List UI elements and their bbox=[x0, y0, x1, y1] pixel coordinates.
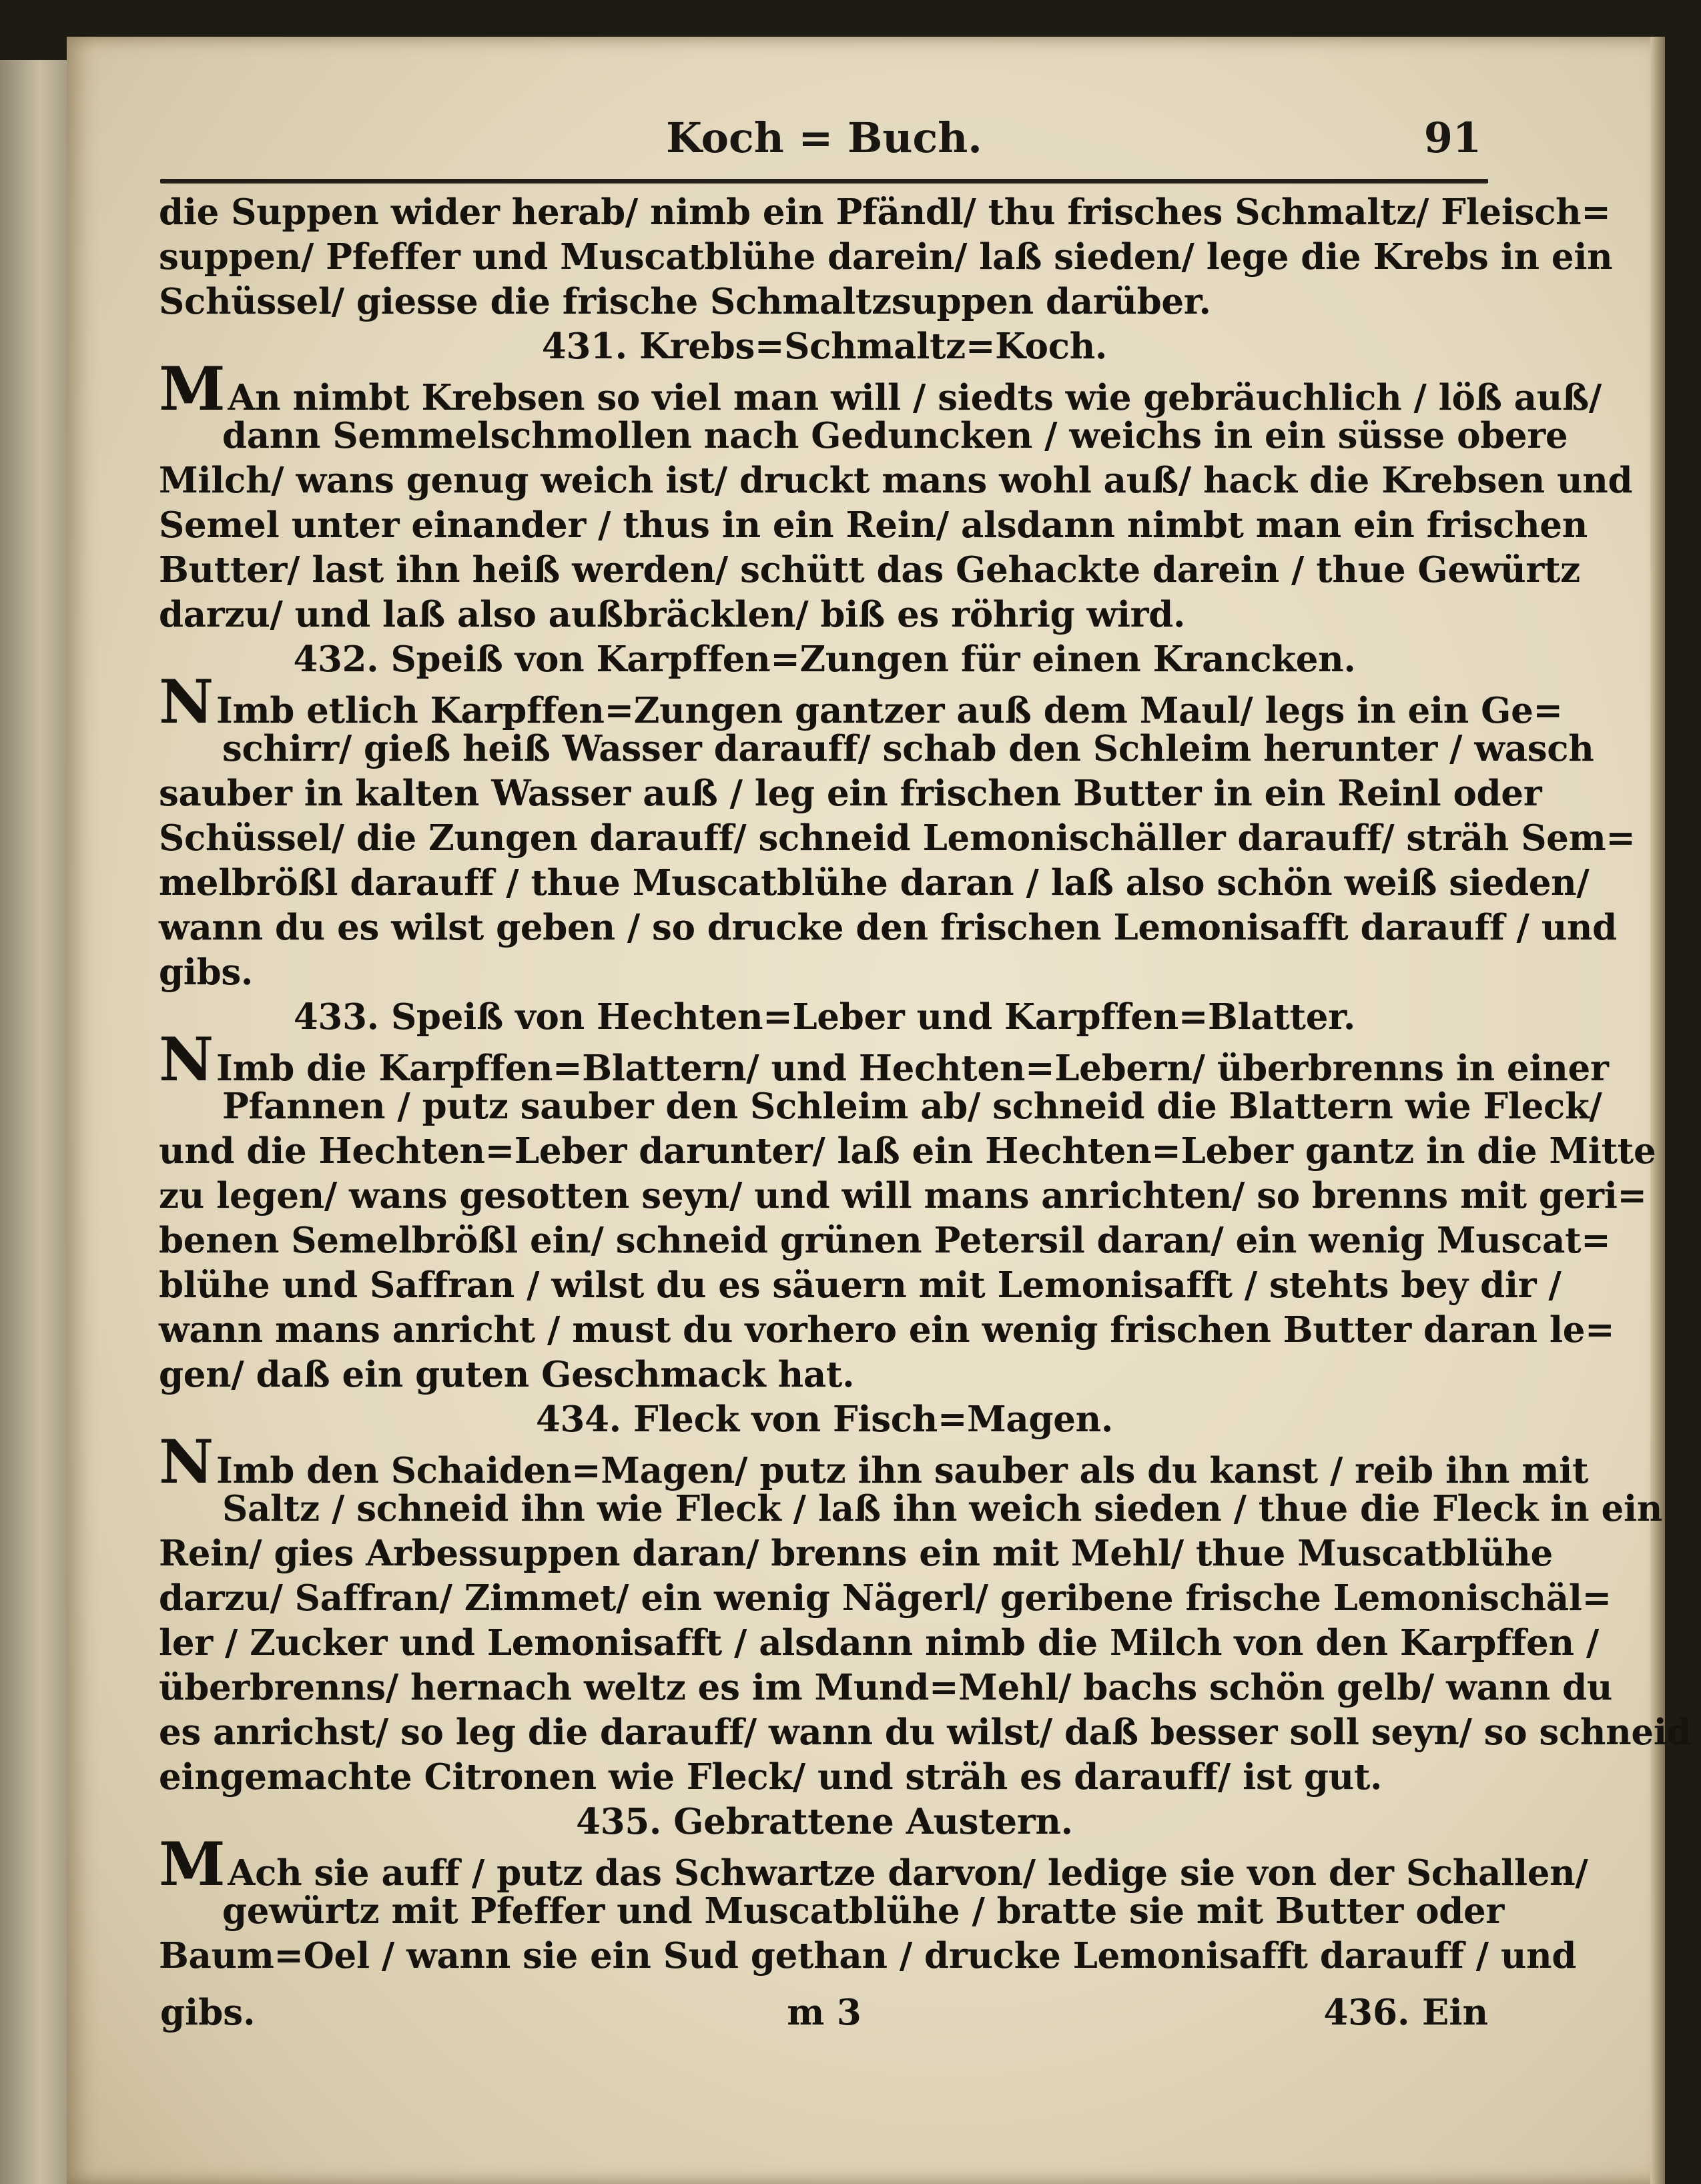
line-text: überbrenns/ hernach weltz es im Mund=Mehl/ bachs schön gelb/ wann du bbox=[159, 1667, 1613, 1708]
text-line bbox=[159, 1263, 1562, 1308]
line-text: schirr/ gieß heiß Wasser darauff/ schab den Schleim herunter / wasch bbox=[222, 728, 1594, 769]
text-line bbox=[159, 593, 1490, 637]
line-text: gewürtz mit Pfeffer und Muscatblühe / bratte sie mit Butter oder bbox=[222, 1890, 1505, 1932]
final-word: gibs. bbox=[160, 1992, 256, 2033]
text-line bbox=[159, 190, 1611, 235]
line-text: Imb die Karpffen=Blattern/ und Hechten=Lebern/ überbrenns in einer bbox=[216, 1048, 1609, 1089]
line-text: darzu/ und laß also außbräcklen/ biß es röhrig wird. bbox=[159, 594, 1186, 635]
text-line bbox=[159, 1829, 1588, 1900]
text-line bbox=[159, 1024, 1609, 1095]
recipe-text bbox=[159, 190, 1692, 1978]
text-line bbox=[159, 1218, 1611, 1263]
text-line bbox=[159, 950, 1490, 995]
line-text: Schüssel/ die Zungen darauff/ schneid Lemonischäller darauff/ sträh Sem= bbox=[159, 817, 1636, 859]
line-text: Imb etlich Karpffen=Zungen gantzer auß dem Maul/ legs in ein Ge= bbox=[216, 690, 1563, 731]
text-line bbox=[159, 1934, 1577, 1978]
line-text: und die Hechten=Leber darunter/ laß ein Hechten=Leber gantz in die Mitte bbox=[159, 1130, 1656, 1172]
text-line bbox=[159, 1084, 1602, 1129]
line-text: Ach sie auff / putz das Schwartze darvon/ ledige sie von der Schallen/ bbox=[228, 1852, 1588, 1894]
text-line bbox=[159, 503, 1588, 548]
line-text: es anrichst/ so leg die darauff/ wann du wilst/ daß besser soll seyn/ so schneid bbox=[159, 1712, 1692, 1753]
page-number: 91 bbox=[1423, 113, 1481, 162]
line-text: 431. Krebs=Schmaltz=Koch. bbox=[541, 326, 1108, 367]
line-text: 432. Speiß von Karpffen=Zungen für einen Krancken. bbox=[293, 639, 1356, 680]
recipe-heading bbox=[159, 1800, 1490, 1844]
line-text: Imb den Schaiden=Magen/ putz ihn sauber als du kanst / reib ihn mit bbox=[216, 1450, 1589, 1491]
previous-page-edge bbox=[0, 60, 69, 2184]
text-line bbox=[159, 1353, 1490, 1397]
catchword: 436. Ein bbox=[1323, 1992, 1488, 2033]
text-line bbox=[159, 905, 1617, 950]
line-text: wann du es wilst geben / so drucke den frischen Lemonisafft darauff / und bbox=[159, 907, 1617, 948]
header-rule bbox=[160, 179, 1488, 184]
page-footer bbox=[160, 1992, 1488, 2039]
recipe-heading bbox=[159, 1397, 1490, 1442]
text-line bbox=[159, 354, 1602, 424]
line-text: Rein/ gies Arbessuppen daran/ brenns ein mit Mehl/ thue Muscatblühe bbox=[159, 1533, 1553, 1574]
text-line bbox=[159, 280, 1490, 324]
text-line bbox=[159, 235, 1613, 280]
recipe-heading bbox=[159, 637, 1490, 682]
line-text: 435. Gebrattene Austern. bbox=[576, 1801, 1073, 1842]
line-text: zu legen/ wans gesotten seyn/ und will mans anrichten/ so brenns mit geri= bbox=[159, 1175, 1647, 1216]
line-text: Baum=Oel / wann sie ein Sud gethan / drucke Lemonisafft darauff / und bbox=[159, 1935, 1577, 1976]
initial-letter: N bbox=[159, 1024, 214, 1095]
line-text: darzu/ Saffran/ Zimmet/ ein wenig Nägerl/ geribene frische Lemonischäl= bbox=[159, 1577, 1612, 1619]
recipe-heading bbox=[159, 995, 1490, 1040]
line-text: 434. Fleck von Fisch=Magen. bbox=[535, 1399, 1114, 1440]
line-text: Schüssel/ giesse die frische Schmaltzsuppen darüber. bbox=[159, 281, 1211, 322]
initial-letter: N bbox=[159, 1427, 214, 1497]
text-line bbox=[159, 1487, 1663, 1531]
text-line bbox=[159, 414, 1568, 458]
text-line bbox=[159, 771, 1542, 816]
line-text: Pfannen / putz sauber den Schleim ab/ schneid die Blattern wie Fleck/ bbox=[222, 1086, 1602, 1127]
text-line bbox=[159, 548, 1580, 593]
initial-letter: N bbox=[159, 667, 214, 737]
text-line bbox=[159, 1531, 1553, 1576]
line-text: dann Semmelschmollen nach Geduncken / weichs in ein süsse obere bbox=[222, 415, 1568, 456]
line-text: Butter/ last ihn heiß werden/ schütt das Gehackte darein / thue Gewürtz bbox=[159, 549, 1580, 591]
line-text: benen Semelbrößl ein/ schneid grünen Petersil daran/ ein wenig Muscat= bbox=[159, 1220, 1611, 1261]
text-line bbox=[159, 458, 1633, 503]
line-text: gen/ daß ein guten Geschmack hat. bbox=[159, 1354, 855, 1395]
page-fore-edge bbox=[1650, 37, 1665, 2184]
line-text: die Suppen wider herab/ nimb ein Pfändl/ thu frisches Schmaltz/ Fleisch= bbox=[159, 192, 1611, 233]
page-header bbox=[160, 113, 1488, 177]
text-line bbox=[159, 1755, 1490, 1800]
line-text: melbrößl darauff / thue Muscatblühe daran / laß also schön weiß sieden/ bbox=[159, 862, 1590, 903]
text-line bbox=[159, 667, 1563, 737]
text-line bbox=[159, 1666, 1613, 1710]
text-line bbox=[159, 1129, 1656, 1174]
text-line bbox=[159, 1427, 1589, 1497]
initial-letter: M bbox=[159, 354, 226, 424]
line-text: ler / Zucker und Lemonisafft / alsdann nimb die Milch von den Karpffen / bbox=[159, 1622, 1599, 1664]
running-head: Koch = Buch. bbox=[666, 113, 982, 162]
text-line bbox=[159, 1576, 1612, 1621]
line-text: 433. Speiß von Hechten=Leber und Karpffen=Blatter. bbox=[293, 996, 1356, 1038]
text-line bbox=[159, 727, 1594, 771]
text-line bbox=[159, 1308, 1615, 1353]
text-line bbox=[159, 1889, 1505, 1934]
recipe-heading bbox=[159, 324, 1490, 369]
line-text: blühe und Saffran / wilst du es säuern mit Lemonisafft / stehts bey dir / bbox=[159, 1264, 1562, 1306]
line-text: Semel unter einander / thus in ein Rein/ alsdann nimbt man ein frischen bbox=[159, 504, 1588, 546]
line-text: Milch/ wans genug weich ist/ druckt mans wohl auß/ hack die Krebsen und bbox=[159, 460, 1633, 501]
line-text: sauber in kalten Wasser auß / leg ein frischen Butter in ein Reinl oder bbox=[159, 773, 1542, 814]
initial-letter: M bbox=[159, 1829, 226, 1900]
line-text: Saltz / schneid ihn wie Fleck / laß ihn weich sieden / thue die Fleck in ein bbox=[222, 1488, 1663, 1529]
text-line bbox=[159, 1710, 1692, 1755]
signature-mark: m 3 bbox=[787, 1992, 862, 2033]
line-text: gibs. bbox=[159, 952, 254, 993]
text-line bbox=[159, 816, 1636, 861]
text-line bbox=[159, 861, 1590, 905]
line-text: suppen/ Pfeffer und Muscatblühe darein/ laß sieden/ lege die Krebs in ein bbox=[159, 236, 1613, 278]
line-text: An nimbt Krebsen so viel man will / siedts wie gebräuchlich / löß auß/ bbox=[228, 377, 1602, 418]
line-text: eingemachte Citronen wie Fleck/ und sträh es darauff/ ist gut. bbox=[159, 1756, 1383, 1798]
line-text: wann mans anricht / must du vorhero ein wenig frischen Butter daran le= bbox=[159, 1309, 1615, 1351]
text-line bbox=[159, 1621, 1599, 1666]
text-line bbox=[159, 1174, 1647, 1218]
